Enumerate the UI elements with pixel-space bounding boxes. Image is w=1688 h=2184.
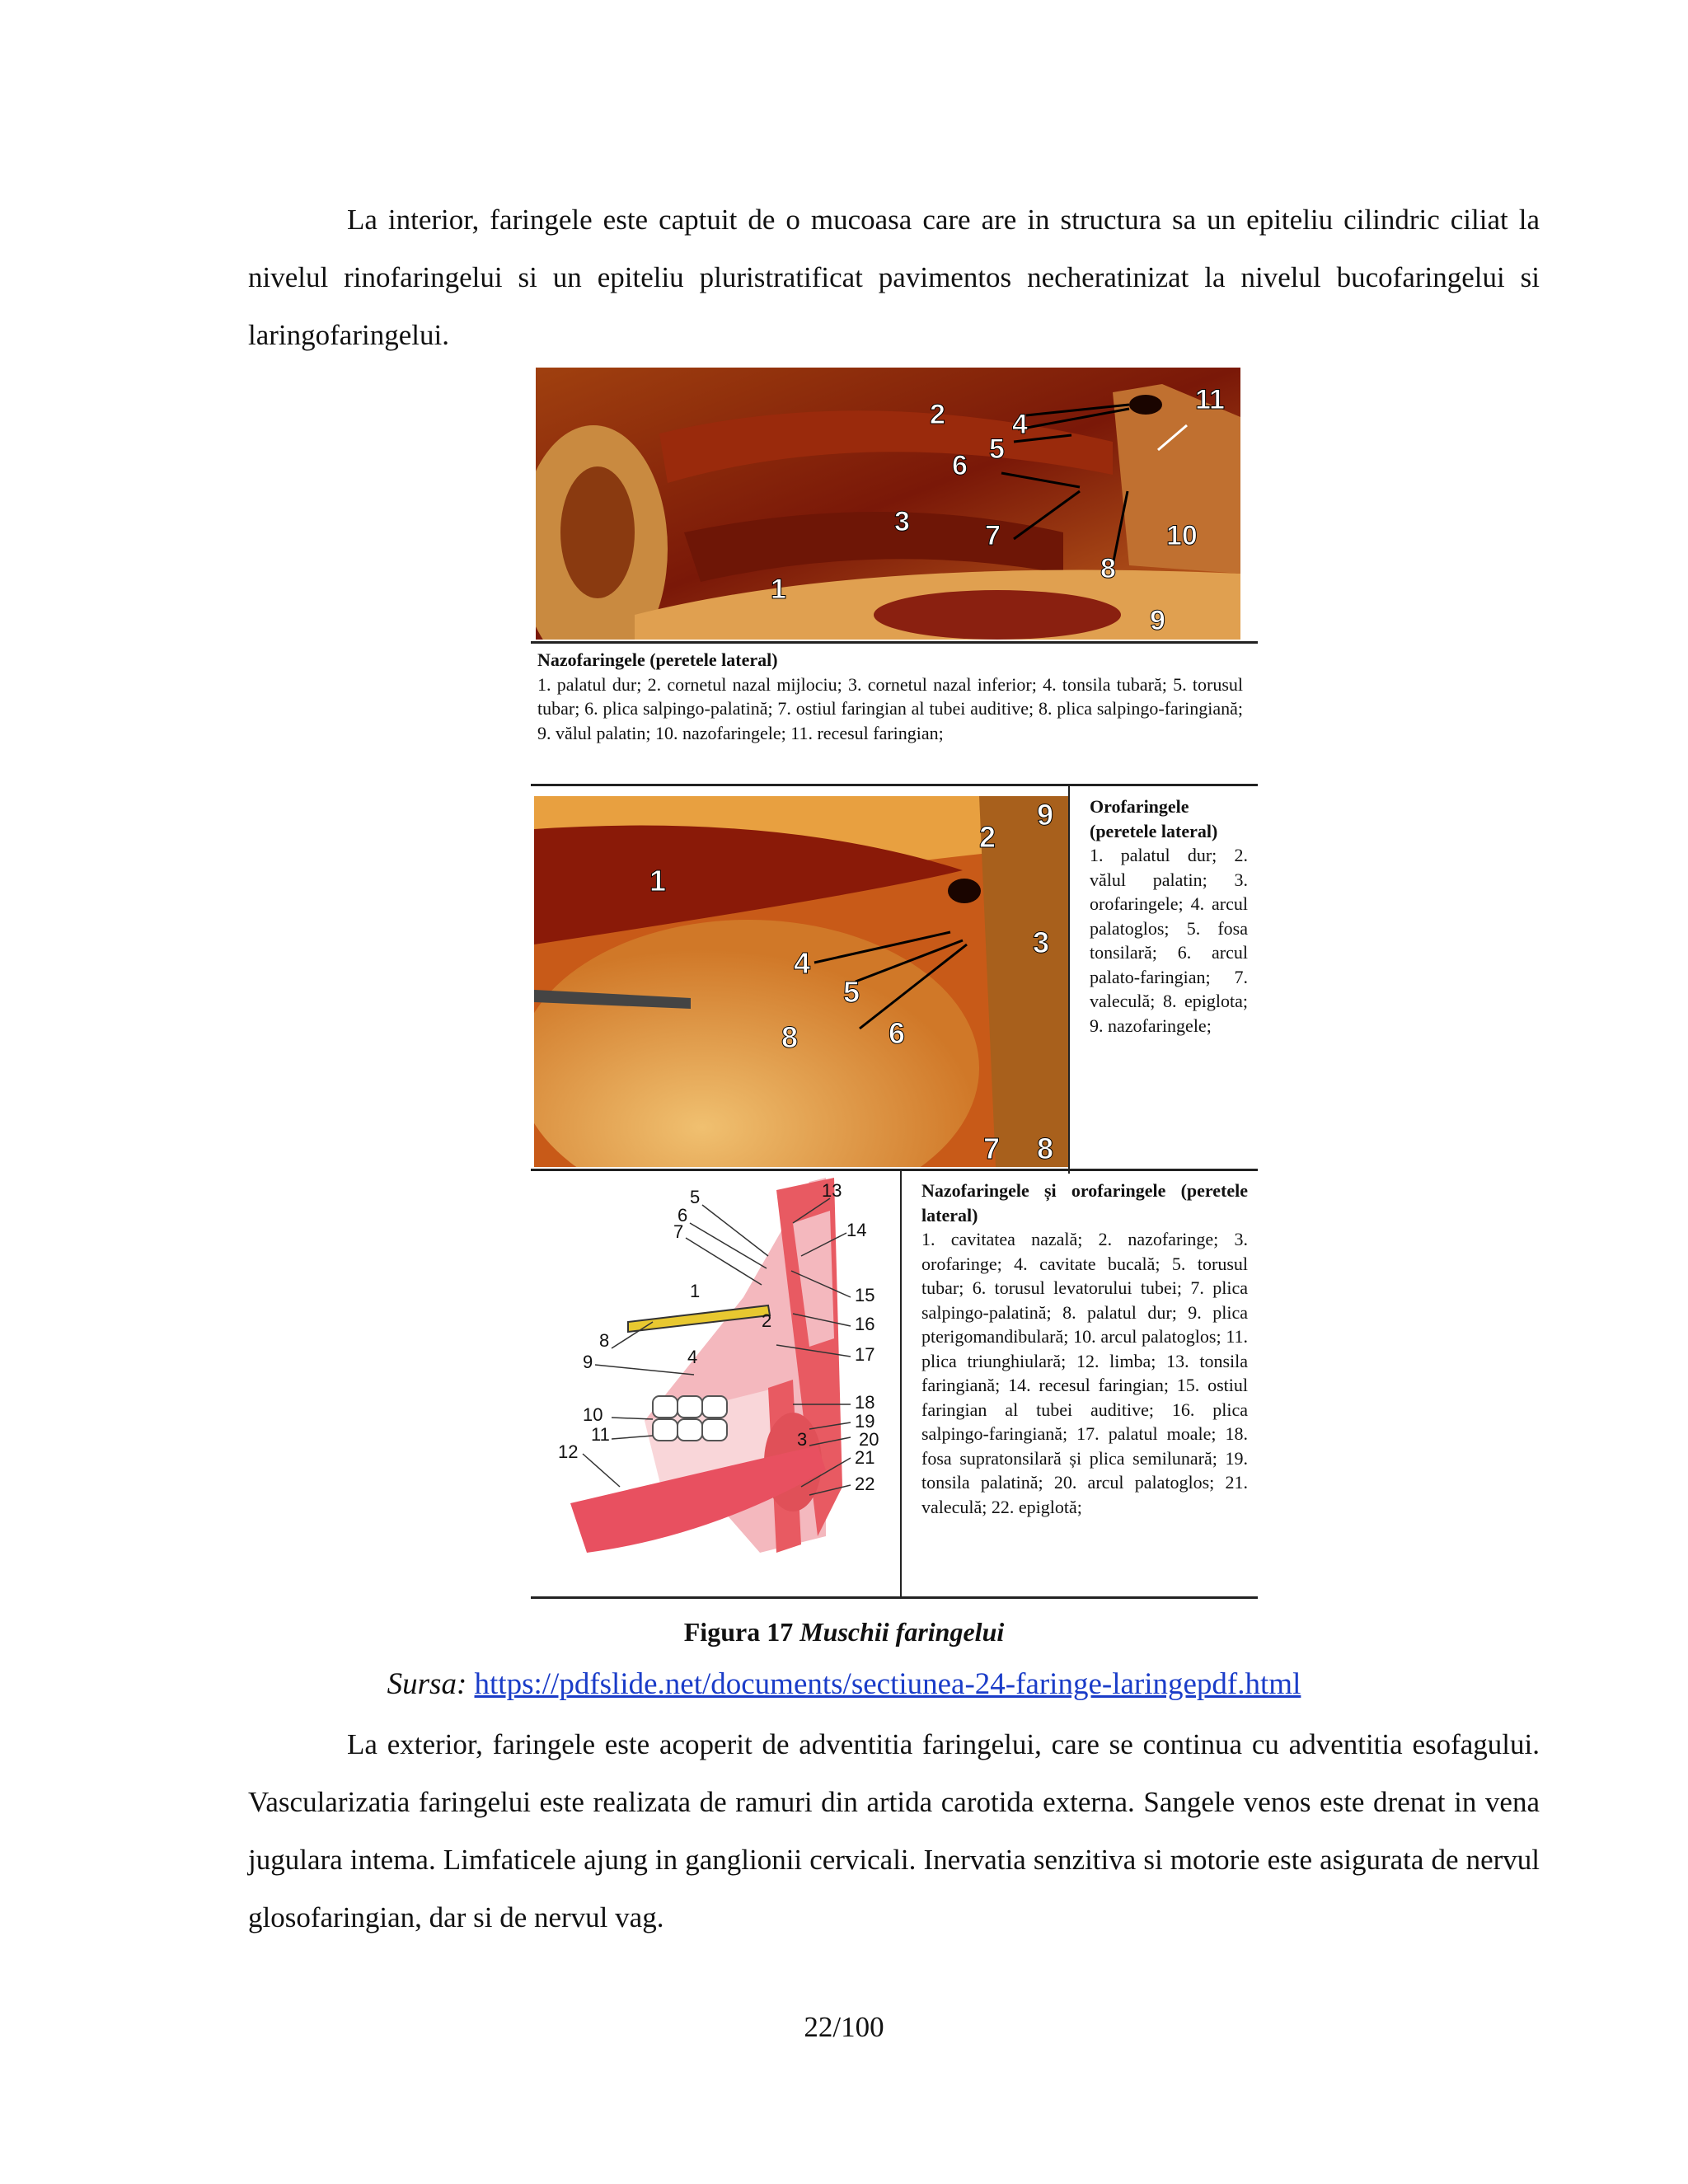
diagram-label-11: 11	[591, 1424, 610, 1445]
figure-divider	[900, 1171, 902, 1598]
photo1-label-2: 2	[930, 399, 945, 430]
photo1-label-4: 4	[1012, 409, 1028, 440]
diagram-label-9: 9	[583, 1352, 593, 1372]
diagram-label-16: 16	[855, 1314, 875, 1334]
photo2-label-3: 3	[1033, 926, 1050, 959]
photo2-label-7: 7	[983, 1132, 1001, 1165]
diagram-label-21: 21	[855, 1447, 875, 1468]
nasopharynx-caption	[537, 648, 1243, 745]
diagram-label-6: 6	[678, 1205, 688, 1226]
photo1-label-8: 8	[1100, 553, 1116, 584]
source-label: Sursa:	[387, 1667, 467, 1701]
photo2-label-1: 1	[649, 864, 667, 898]
photo2-label-5: 5	[843, 975, 860, 1009]
oropharynx-photo	[534, 796, 1068, 1167]
diagram-label-17: 17	[855, 1344, 875, 1365]
oropharynx-caption-title: Orofaringele (peretele lateral)	[1090, 796, 1218, 841]
nasopharynx-caption-text: 1. palatul dur; 2. cornetul nazal mijlociu; 3. cornetul nazal inferior; 4. tonsila tubară; 5. torusul tubar; 6. plica salpingo-palatină; 7. ostiul faringian al tubei auditive; 8. plica salpingo-faringiană; 9. vălul palatin; 10. nazofaringele; 11. recesul faringian;	[537, 673, 1243, 743]
photo2-label-6: 6	[889, 1016, 906, 1050]
figure-rule	[531, 1169, 1258, 1171]
figure-title-text: Muschii faringelui	[799, 1617, 1005, 1647]
photo2-label-2: 2	[979, 820, 996, 854]
page-number: 22/100	[804, 2011, 884, 2043]
diagram-label-19: 19	[855, 1411, 875, 1432]
diagram-label-8: 8	[599, 1330, 610, 1351]
photo2-label-9: 9	[1037, 798, 1054, 832]
figure-rule	[531, 1596, 1258, 1599]
oropharynx-caption	[1090, 794, 1248, 1038]
diagram-label-14: 14	[846, 1220, 867, 1240]
diagram-label-3: 3	[797, 1429, 808, 1450]
diagram-label-5: 5	[690, 1187, 701, 1207]
figure-number: Figura 17	[683, 1617, 794, 1647]
photo1-label-10: 10	[1166, 520, 1198, 551]
diagram-label-18: 18	[855, 1392, 875, 1413]
photo1-label-7: 7	[985, 520, 1001, 551]
diagram-label-2: 2	[762, 1310, 772, 1331]
photo1-label-6: 6	[952, 450, 968, 481]
figure-divider	[1068, 786, 1070, 1174]
diagram-label-20: 20	[859, 1429, 879, 1450]
intro-paragraph: La interior, faringele este captuit de o mucoasa care are in structura sa un epiteliu cilindric ciliat la nivelul rinofaringelui si un epiteliu pluristratificat pavimentos necheratinizat la nivelul bucofaringelui si laringofaringelui.	[248, 204, 1540, 351]
source-line	[0, 1666, 1688, 1702]
figure-rule	[531, 641, 1258, 644]
diagram-label-10: 10	[583, 1404, 603, 1425]
photo1-label-9: 9	[1150, 605, 1165, 636]
diagram-label-7: 7	[673, 1221, 684, 1242]
oropharynx-caption-text: 1. palatul dur; 2. vălul palatin; 3. orofaringele; 4. arcul palatoglos; 5. fosa tonsilară; 6. arcul palato-faringian; 7. valeculă; 8. epiglota; 9. nazofaringele;	[1090, 845, 1248, 1036]
photo2-label-4: 4	[794, 946, 811, 980]
diagram-caption-title: Nazofaringele și orofaringele (peretele lateral)	[921, 1180, 1248, 1226]
photo2-label-8: 8	[781, 1020, 799, 1054]
nasopharynx-caption-title: Nazofaringele (peretele lateral)	[537, 649, 778, 670]
source-link[interactable]: https://pdfslide.net/documents/sectiunea-24-faringe-laringepdf.html	[474, 1667, 1301, 1701]
figure-title	[0, 1617, 1688, 1647]
diagram-label-22: 22	[855, 1474, 875, 1494]
diagram-label-1: 1	[690, 1281, 701, 1301]
diagram-label-13: 13	[822, 1180, 842, 1201]
photo1-label-5: 5	[989, 434, 1005, 465]
photo1-label-3: 3	[894, 506, 910, 537]
diagram-caption-text: 1. cavitatea nazală; 2. nazofaringe; 3. orofaringe; 4. cavitate bucală; 5. torusul tubar; 6. torusul levatorului tubei; 7. plica salpingo-palatină; 8. palatul dur; 9. plica pterigomandibulară; 10. arcul palatoglos; 11. plica triunghiulară; 12. limba; 13. tonsila faringiană; 14. recesul faringian; 15. ostiul faringian al tubei auditive; 16. plica salpingo-faringiană; 17. palatul moale; 18. fosa supratonsilară și plica semilunară; 19. tonsila palatină; 20. arcul palatoglos; 21. valeculă; 22. epiglotă;	[921, 1229, 1248, 1517]
figure-17	[531, 368, 1258, 1601]
diagram-label-12: 12	[558, 1441, 579, 1462]
figure-rule	[531, 784, 1258, 786]
diagram-caption	[921, 1179, 1248, 1519]
diagram-label-4: 4	[687, 1347, 698, 1367]
diagram-label-15: 15	[855, 1285, 875, 1305]
nasopharynx-photo	[536, 368, 1240, 640]
photo1-label-1: 1	[771, 574, 786, 605]
photo2-label-8b: 8	[1037, 1132, 1054, 1165]
photo1-label-11: 11	[1195, 384, 1225, 415]
outro-paragraph: La exterior, faringele este acoperit de adventitia faringelui, care se continua cu adventitia esofagului. Vascularizatia faringelui este realizata de ramuri din artida carotida externa. Sangele venos este drenat in vena jugulara intema. Limfaticele ajung in ganglionii cervicali. Inervatia senzitiva si motorie este asigurata de nervul glosofaringian, dar si de nervul vag.	[248, 1728, 1540, 1933]
